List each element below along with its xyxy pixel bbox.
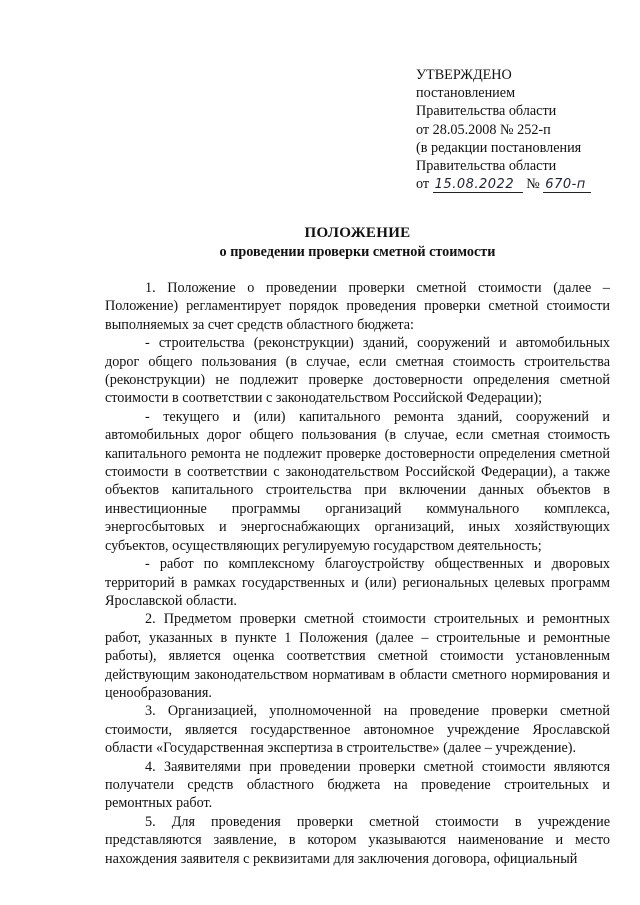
document-body bbox=[105, 279, 610, 868]
document-title: ПОЛОЖЕНИЕ bbox=[304, 225, 411, 241]
paragraph-list-item-1: - строительства (реконструкции) зданий, сооружений и автомобильных дорог общего пользования (в случае, если сметная стоимость строительства (реконструкции) не подлежит проверке достоверности определения сметной стоимости в соответствии с законодательством Российской Федерации); bbox=[105, 335, 610, 407]
paragraph-5: 5. Для проведения проверки сметной стоимости в учреждение представляются заявление, в котором указываются наименование и место нахождения заявителя с реквизитами для заключения договора, официальный bbox=[105, 813, 610, 867]
paragraph-1: 1. Положение о проведении проверки сметной стоимости (далее – Положение) регламентирует порядок проведения проверки сметной стоимости выполняемых за счет средств областного бюджета: bbox=[105, 280, 610, 333]
paragraph-3: 3. Организацией, уполномоченной на проведение проверки сметной стоимости, является государственное автономное учреждение Ярославской области «Государственная экспертиза в строительстве» (далее – учреждение). bbox=[105, 703, 610, 757]
paragraph-4: 4. Заявителями при проведении проверки сметной стоимости являются получатели средств областного бюджета на проведение строительных и ремонтных работ. bbox=[105, 758, 610, 812]
approval-date-line bbox=[416, 175, 631, 194]
approval-block bbox=[416, 66, 631, 194]
number-prefix: № bbox=[526, 176, 540, 193]
handwritten-number: 670-п bbox=[543, 177, 591, 193]
document-subtitle: о проведении проверки сметной стоимости bbox=[219, 244, 496, 260]
paragraph-list-item-3: - работ по комплексному благоустройству общественных и дворовых территорий в рамках государственных и (или) региональных целевых программ Ярославской области. bbox=[105, 556, 610, 609]
handwritten-date: 15.08.2022 bbox=[433, 177, 523, 193]
approval-stamp: УТВЕРЖДЕНО bbox=[416, 67, 512, 83]
approval-line-3: от 28.05.2008 № 252-п bbox=[416, 121, 551, 138]
approval-line-4: (в редакции постановления bbox=[416, 139, 582, 156]
paragraph-list-item-2: - текущего и (или) капитального ремонта зданий, сооружений и автомобильных дорог общего пользования (в случае, если сметная стоимость капитального ремонта не подлежит проверке достоверности определения сметной стоимости в соответствии с законодательством Российской Федерации), а также объектов капитального строительства при включении данных объектов в инвестиционные программы организаций коммунального комплекса, энергосбытовых и энергоснабжающих организаций, иных хозяйствующих субъектов, осуществляющих регулируемую государством деятельность; bbox=[105, 408, 610, 554]
document-heading bbox=[100, 224, 615, 262]
approval-line-5: Правительства области bbox=[416, 158, 557, 175]
approval-line-1: постановлением bbox=[416, 85, 516, 102]
date-prefix: от bbox=[416, 176, 430, 193]
approval-line-2: Правительства области bbox=[416, 103, 557, 120]
paragraph-2: 2. Предметом проверки сметной стоимости строительных и ремонтных работ, указанных в пункте 1 Положения (далее – строительные и ремонтные работы), является оценка соответствия сметной стоимости установленным действующим законодательством нормативам в области сметного нормирования и ценообразования. bbox=[105, 611, 610, 701]
